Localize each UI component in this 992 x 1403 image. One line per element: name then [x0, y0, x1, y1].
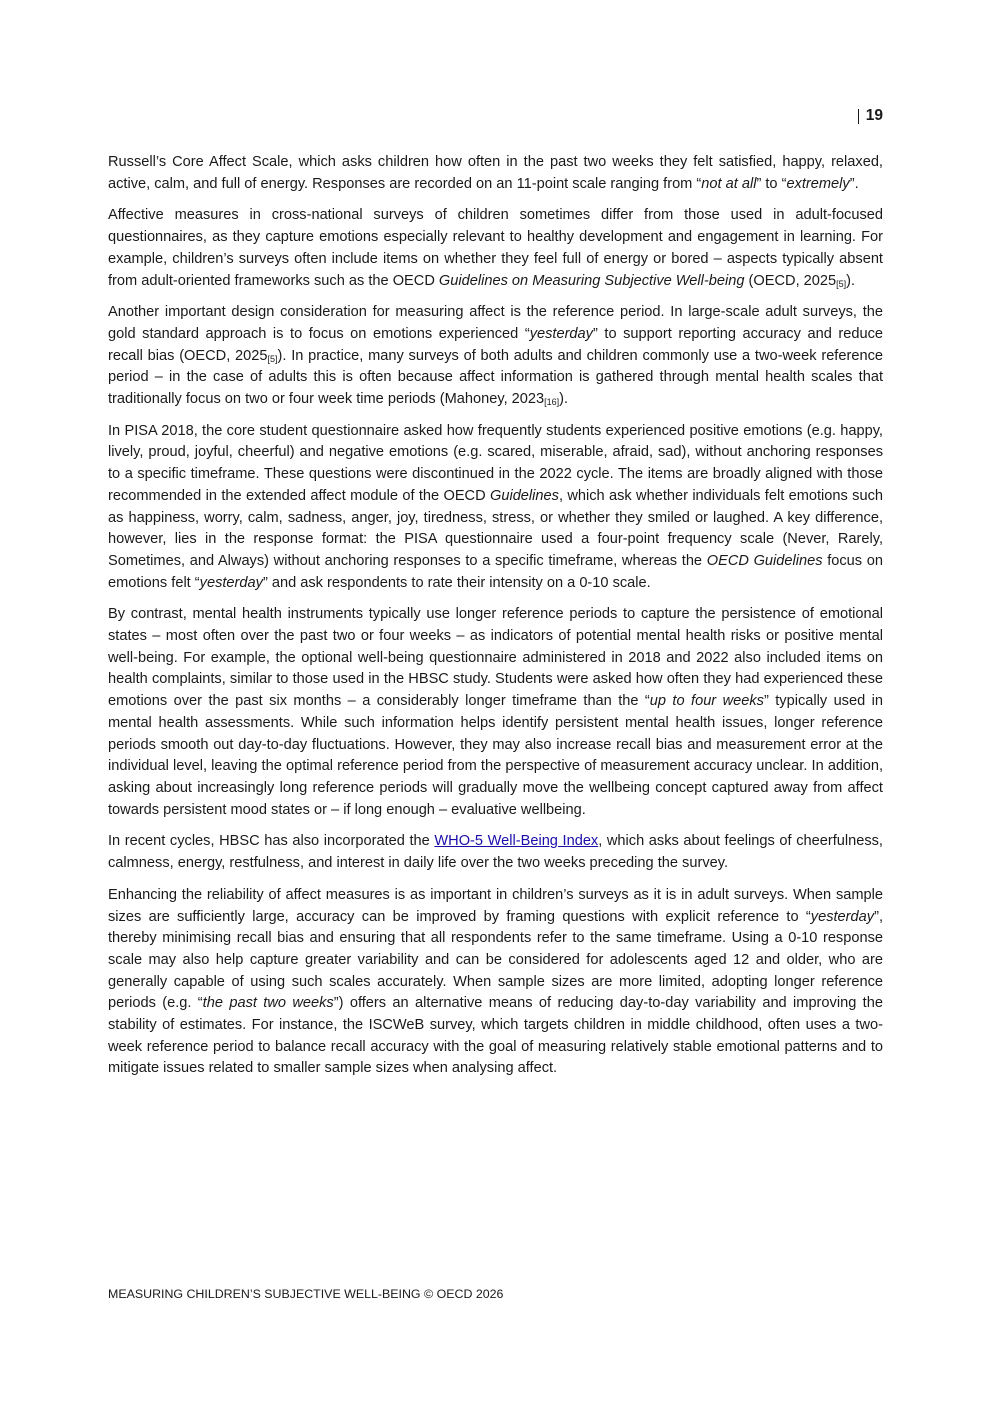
text-run: focus on emotions felt “ [108, 552, 883, 591]
text-run: ” and ask respondents to rate their intensity on a 0-10 scale. [262, 574, 651, 591]
who5-index-link[interactable]: WHO-5 Well-Being Index [434, 833, 599, 850]
italic-text: not at all [701, 175, 757, 192]
italic-text: extremely [786, 175, 850, 192]
text-run: ). [846, 272, 856, 289]
text-run: (OECD, 2025 [744, 272, 837, 289]
text-run: In recent cycles, HBSC has also incorporated the [108, 833, 435, 850]
paragraph [108, 421, 883, 595]
text-run: In PISA 2018, the core student questionnaire asked how frequently students experienced positive emotions (e.g. happy, lively, proud, joyful, cheerful) and negative emotions (e.g. scared, miserable, afraid, sad), without anchoring responses to a specific timeframe. These questions were discontinued in the 2022 cycle. The items are broadly aligned with those recommended in the extended affect module of the OECD [108, 422, 883, 504]
text-run: Affective measures in cross-national surveys of children sometimes differ from those used in adult-focused questionnaires, as they capture emotions especially relevant to healthy development and engagement in learning. For example, children’s surveys often include items on whether they feel full of energy or bored – aspects typically absent from adult-oriented frameworks such as the OECD [108, 207, 883, 289]
paragraph [108, 885, 883, 1080]
text-run: ”, thereby minimising recall bias and ensuring that all respondents refer to the same timeframe. Using a 0-10 response scale may also help capture greater variability and can be considered for adolescents aged 12 and older, who are generally capable of using such scales accurately. When sample sizes are more limited, adopting longer reference periods (e.g. “ [108, 908, 883, 1012]
body-text [108, 152, 883, 1090]
page-number-value: 19 [865, 107, 883, 124]
italic-text: yesterday [199, 574, 263, 591]
paragraph [108, 152, 883, 195]
text-run: , which asks about feelings of cheerfulness, calmness, energy, restfulness, and interest in daily life over the two weeks preceding the survey. [108, 833, 883, 872]
italic-text: yesterday [810, 908, 875, 925]
citation-reference: [5] [267, 353, 278, 364]
text-run: Enhancing the reliability of affect measures is as important in children’s surveys as it is in adult surveys. When sample sizes are sufficiently large, accuracy can be improved by framing questions with explicit reference to “ [108, 886, 883, 925]
italic-text: Guidelines on Measuring Subjective Well-being [438, 272, 745, 289]
text-run: ”. [849, 175, 859, 192]
italic-text: OECD Guidelines [706, 552, 823, 569]
text-run: ” typically used in mental health assessments. While such information helps identify persistent mental health issues, longer reference periods smooth out day-to-day fluctuations. However, they may also increase recall bias and measurement error at the individual level, leaving the optimal reference period from the perspective of measurement accuracy unclear. In addition, asking about increasingly long reference periods will gradually move the wellbeing concept captured away from affect towards persistent mood states or – if long enough – evaluative wellbeing. [108, 693, 883, 818]
page-number-divider [858, 109, 859, 124]
text-run: ). In practice, many surveys of both adults and children commonly use a two-week reference period – in the case of adults this is often because affect information is gathered through mental health scales that traditionally focus on two or four week time periods (Mahoney, 2023 [108, 347, 883, 408]
text-run: ”) offers an alternative means of reducing day-to-day variability and improving the stability of estimates. For instance, the ISCWeB survey, which targets children in middle childhood, often uses a two-week reference period to balance recall accuracy with the goal of measuring relatively stable emotional patterns and to mitigate issues related to smaller sample sizes when analysing affect. [108, 995, 883, 1077]
paragraph [108, 831, 883, 874]
italic-text: yesterday [529, 325, 593, 342]
italic-text: Guidelines [489, 487, 559, 504]
paragraph [108, 205, 883, 292]
text-run: Russell’s Core Affect Scale, which asks children how often in the past two weeks they felt satisfied, happy, relaxed, active, calm, and full of energy. Responses are recorded on an 11-point scale ranging from “ [108, 154, 883, 192]
italic-text: the past two weeks [202, 995, 334, 1012]
text-run: Another important design consideration for measuring affect is the reference period. In large-scale adult surveys, the gold standard approach is to focus on emotions experienced “ [108, 304, 883, 342]
paragraph [108, 302, 883, 411]
text-run: ” to support reporting accuracy and reduce recall bias (OECD, 2025 [108, 325, 883, 364]
text-run: ” to “ [756, 175, 787, 192]
italic-text: up to four weeks [649, 693, 764, 710]
paragraph [108, 604, 883, 821]
text-run: ). [559, 391, 569, 408]
citation-reference: [5] [836, 278, 847, 289]
page-footer: MEASURING CHILDREN’S SUBJECTIVE WELL-BEING © OECD 2026 [108, 1287, 504, 1301]
text-run: By contrast, mental health instruments typically use longer reference periods to capture the persistence of emotional states – most often over the past two or four weeks – as indicators of potential mental health risks or positive mental well-being. For example, the optional well-being questionnaire administered in 2018 and 2022 also included items on health complaints, similar to those used in the HBSC study. Students were asked how often they had experienced these emotions over the past six months – a considerably longer timeframe than the “ [108, 606, 883, 710]
citation-reference: [16] [544, 397, 560, 408]
text-run: , which ask whether individuals felt emotions such as happiness, worry, calm, sadness, anger, joy, tiredness, stress, or whether they smiled or laughed. A key difference, however, lies in the response format: the PISA questionnaire used a four-point frequency scale (Never, Rarely, Sometimes, and Always) without anchoring responses to a specific timeframe, whereas the [108, 487, 883, 569]
page-number [858, 106, 883, 126]
